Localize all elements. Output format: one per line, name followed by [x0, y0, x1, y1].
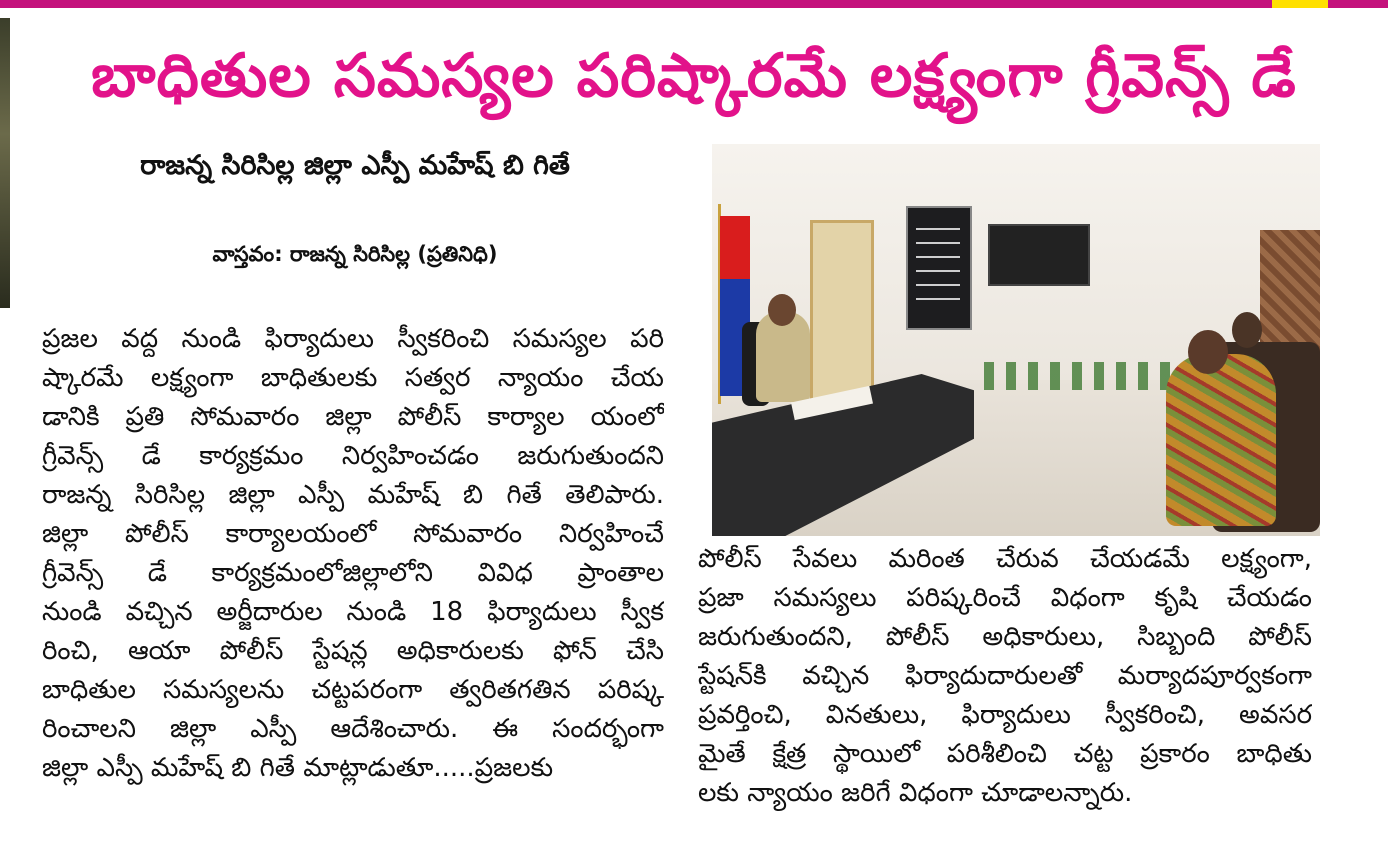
- body-line: జిల్లా పోలీస్ కార్యాలయంలో సోమవారం నిర్వహించే: [42, 519, 664, 549]
- visitor-man-head: [1232, 312, 1262, 348]
- body-line: నుండి వచ్చిన అర్జీదారుల నుండి 18 ఫిర్యాదులు స్వీక: [42, 597, 664, 627]
- officer-head: [768, 294, 796, 326]
- body-line: బాధితుల సమస్యలను చట్టపరంగా త్వరితగతిన పరిష్క: [42, 675, 664, 705]
- body-line: డానికి ప్రతి సోమవారం జిల్లా పోలీస్ కార్యాల యంలో: [42, 402, 664, 432]
- top-bar-accent: [1272, 0, 1328, 8]
- body-line: స్టేషన్‌కి వచ్చిన ఫిర్యాదుదారులతో మర్యాదపూర్వకంగా: [698, 661, 1312, 691]
- article-headline: బాధితుల సమస్యల పరిష్కారమే లక్ష్యంగా గ్రీవెన్స్ డే: [91, 41, 1297, 111]
- wall-tv: [988, 224, 1090, 286]
- article-photo: [712, 144, 1320, 536]
- adjacent-photo-edge: [0, 18, 10, 308]
- article-left-column: [42, 320, 664, 788]
- body-line: పోలీస్ సేవలు మరింత చేరువ చేయడమే లక్ష్యంగా,: [698, 544, 1312, 574]
- body-line: జిల్లా ఎస్పీ మహేష్ బి గితే మాట్లాడుతూ.....ప్రజలకు: [42, 753, 554, 783]
- body-line: గ్రీవెన్స్ డే కార్యక్రమం నిర్వహించడం జరుగుతుందని: [42, 441, 664, 471]
- body-line: ప్రవర్తించి, వినతులు, ఫిర్యాదులు స్వీకరించి, అవసర: [698, 700, 1312, 730]
- body-line: ష్కారమే లక్ష్యంగా బాధితులకు సత్వర న్యాయం చేయ: [42, 363, 664, 393]
- article-right-column: [698, 540, 1312, 813]
- body-line: లకు న్యాయం జరిగే విధంగా చూడాలన్నారు.: [698, 778, 1133, 808]
- body-line: ప్రజల వద్ద నుండి ఫిర్యాదులు స్వీకరించి సమస్యల పరి: [42, 324, 664, 354]
- visitor-woman: [1166, 354, 1276, 526]
- body-line: రాజన్న సిరిసిల్ల జిల్లా ఎస్పీ మహేష్ బి గితే తెలిపారు.: [42, 480, 664, 510]
- article-subhead: రాజన్న సిరిసిల్ల జిల్లా ఎస్పీ మహేష్ బి గితే: [140, 150, 570, 181]
- article-dateline: వాస్తవం: రాజన్న సిరిసిల్ల (ప్రతినిధి): [212, 242, 498, 266]
- top-color-bar: [0, 0, 1388, 8]
- body-line: రించాలని జిల్లా ఎస్పీ ఆదేశించారు. ఈ సందర్భంగా: [42, 714, 664, 744]
- body-line: జరుగుతుందని, పోలీస్ అధికారులు, సిబ్బంది పోలీస్: [698, 622, 1312, 652]
- honour-board: [906, 206, 972, 330]
- body-line: మైతే క్షేత్ర స్థాయిలో పరిశీలించి చట్ట ప్రకారం బాధితు: [698, 739, 1312, 769]
- body-line: రించి, ఆయా పోలీస్ స్టేషన్ల అధికారులకు ఫోన్ చేసి: [42, 636, 664, 666]
- body-line: గ్రీవెన్స్ డే కార్యక్రమంలోజిల్లాలోని వివిధ ప్రాంతాల: [42, 558, 664, 588]
- visitor-woman-head: [1188, 330, 1228, 374]
- body-line: ప్రజా సమస్యలు పరిష్కరించే విధంగా కృషి చేయడం: [698, 583, 1312, 613]
